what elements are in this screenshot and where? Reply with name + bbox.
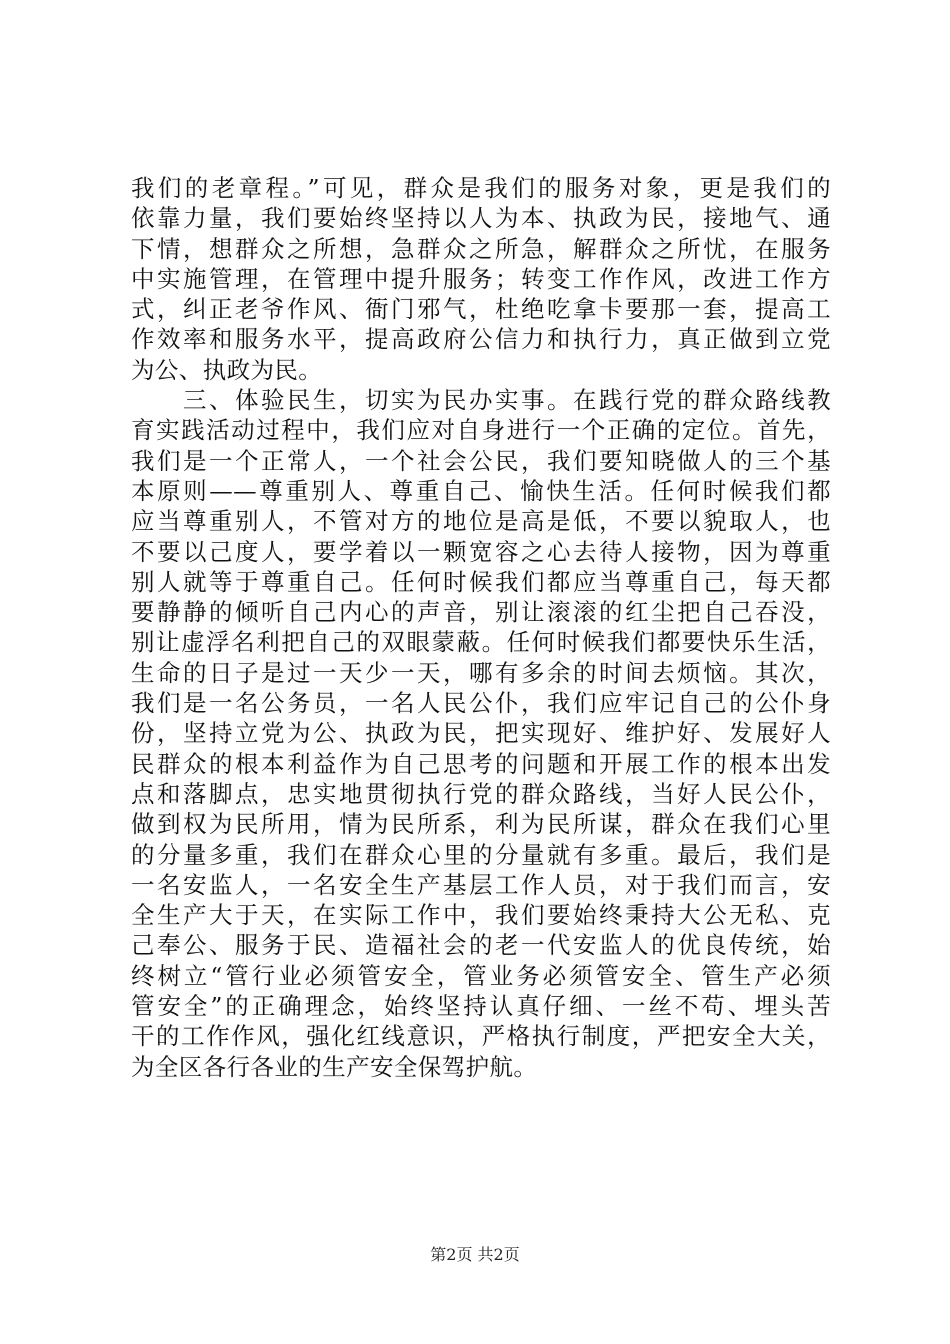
text-line: 全生产大于天，在实际工作中，我们要始终秉持大公无私、克 <box>131 901 831 930</box>
text-line: 的分量多重，我们在群众心里的分量就有多重。最后，我们是 <box>131 840 831 869</box>
text-line: 民群众的根本利益作为自己思考的问题和开展工作的根本出发 <box>131 749 831 778</box>
body-text <box>131 173 831 1082</box>
text-line: 式，纠正老爷作风、衙门邪气，杜绝吃拿卡要那一套，提高工 <box>131 295 831 324</box>
text-line: 要静静的倾听自己内心的声音，别让滚滚的红尘把自己吞没， <box>131 598 831 627</box>
text-line: 终树立“管行业必须管安全，管业务必须管安全、管生产必须 <box>131 961 831 990</box>
page-number-footer: 第2页 共2页 <box>430 1245 520 1264</box>
text-line: 不要以己度人，要学着以一颗宽容之心去待人接物，因为尊重 <box>131 537 831 566</box>
text-line: 己奉公、服务于民、造福社会的老一代安监人的优良传统，始 <box>131 931 831 960</box>
text-line: 为公、执政为民。 <box>131 355 323 384</box>
text-line: 做到权为民所用，情为民所系，利为民所谋，群众在我们心里 <box>131 810 831 839</box>
text-line: 下情，想群众之所想，急群众之所急，解群众之所忧，在服务 <box>131 234 831 263</box>
text-line: 育实践活动过程中，我们应对自身进行一个正确的定位。首先， <box>131 416 831 445</box>
text-line: 中实施管理，在管理中提升服务；转变工作作风，改进工作方 <box>131 264 831 293</box>
text-line: 干的工作作风，强化红线意识，严格执行制度，严把安全大关， <box>131 1022 831 1051</box>
text-line: 我们的老章程。”可见，群众是我们的服务对象，更是我们的 <box>131 174 831 202</box>
text-line: 依靠力量，我们要始终坚持以人为本、执政为民，接地气、通 <box>131 204 831 233</box>
text-line: 别让虚浮名利把自己的双眼蒙蔽。任何时候我们都要快乐生活， <box>131 628 831 657</box>
text-line: 本原则——尊重别人、尊重自己、愉快生活。任何时候我们都 <box>131 476 831 505</box>
text-line: 三、体验民生，切实为民办实事。在践行党的群众路线教 <box>131 386 831 415</box>
text-line: 一名安监人，一名安全生产基层工作人员，对于我们而言，安 <box>131 870 831 899</box>
text-line: 应当尊重别人，不管对方的地位是高是低，不要以貌取人，也 <box>131 507 831 536</box>
text-line: 管安全”的正确理念，始终坚持认真仔细、一丝不苟、埋头苦 <box>131 992 831 1021</box>
text-line: 我们是一名公务员，一名人民公仆，我们应牢记自己的公仆身 <box>131 689 831 718</box>
text-line: 为全区各行各业的生产安全保驾护航。 <box>131 1052 538 1081</box>
text-line: 别人就等于尊重自己。任何时候我们都应当尊重自己，每天都 <box>131 567 831 596</box>
text-line: 生命的日子是过一天少一天，哪有多余的时间去烦恼。其次， <box>131 658 831 687</box>
text-line: 份，坚持立党为公、执政为民，把实现好、维护好、发展好人 <box>131 719 831 748</box>
text-line: 我们是一个正常人，一个社会公民，我们要知晓做人的三个基 <box>131 446 831 475</box>
text-line: 点和落脚点，忠实地贯彻执行党的群众路线，当好人民公仆， <box>131 779 831 808</box>
text-line: 作效率和服务水平，提高政府公信力和执行力，真正做到立党 <box>131 325 831 354</box>
